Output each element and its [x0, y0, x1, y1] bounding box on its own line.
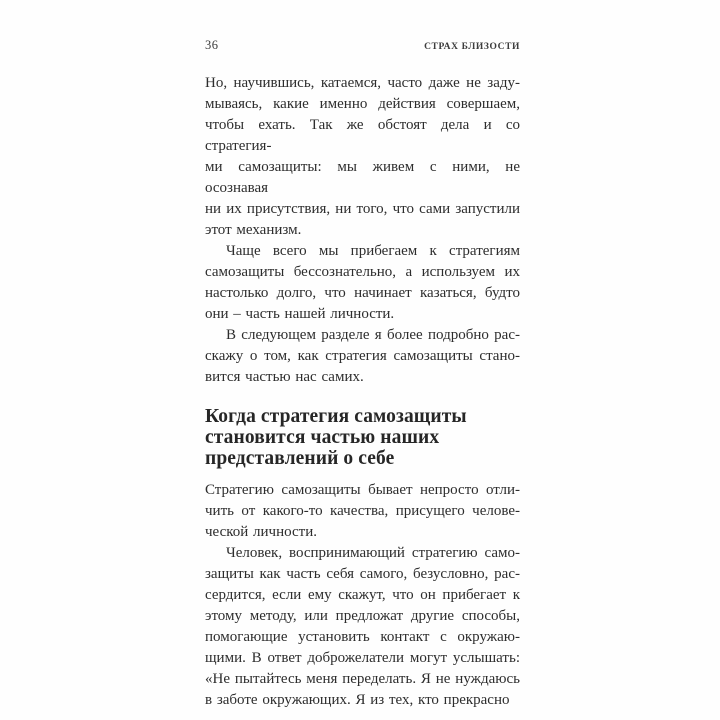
text-line: Но, научившись, катаемся, часто даже не заду- [205, 75, 520, 91]
running-head [205, 38, 520, 54]
text-line: ни их присутствия, ни того, что сами запустили [205, 201, 520, 217]
text-line: самозащиты бессознательно, а используем их [205, 264, 520, 280]
text-line: помогающие установить контакт с окружаю- [205, 629, 520, 645]
text-line: «Не пытайтесь меня переделать. Я не нуждаюсь [205, 671, 520, 687]
text-column [205, 38, 520, 711]
text-line: чить от какого-то качества, присущего челове- [205, 503, 520, 519]
paragraph [205, 241, 520, 325]
running-title: СТРАХ БЛИЗОСТИ [424, 42, 520, 52]
paragraph [205, 543, 520, 711]
text-line: сердится, если ему скажут, что он прибегает к [205, 587, 520, 603]
paragraph [205, 480, 520, 543]
text-line: вится частью нас самих. [205, 369, 364, 385]
text-line: ческой личности. [205, 524, 317, 540]
text-line: В следующем разделе я более подробно рас- [226, 327, 520, 343]
heading-line: Когда стратегия самозащиты [205, 406, 467, 427]
text-line: щими. В ответ доброжелатели могут услышать: [205, 650, 520, 666]
text-line: этому методу, или предложат другие способы, [205, 608, 520, 624]
text-body [205, 73, 520, 711]
text-line: Человек, воспринимающий стратегию само- [226, 545, 520, 561]
text-line: они – часть нашей личности. [205, 306, 395, 322]
heading-line: представлений о себе [205, 448, 395, 469]
heading-line: становится частью наших [205, 427, 440, 448]
text-line: этот механизм. [205, 222, 302, 238]
text-line: скажу о том, как стратегия самозащиты стано- [205, 348, 520, 364]
text-line: защиты как часть себя самого, безусловно, рас- [205, 566, 520, 582]
paragraph [205, 73, 520, 241]
paragraph [205, 325, 520, 388]
text-line: мываясь, какие именно действия совершаем, [205, 96, 520, 112]
text-line: Стратегию самозащиты бывает непросто отли- [205, 482, 520, 498]
text-line: чтобы ехать. Так же обстоят дела и со стратегия- [205, 117, 520, 154]
text-line: Чаще всего мы прибегаем к стратегиям [226, 243, 520, 259]
text-line: в заботе окружающих. Я из тех, кто прекрасно [205, 692, 510, 708]
text-line: настолько долго, что начинает казаться, будто [205, 285, 520, 301]
section-heading [205, 406, 520, 469]
page-number: 36 [205, 38, 219, 52]
text-line: ми самозащиты: мы живем с ними, не осознавая [205, 159, 520, 196]
